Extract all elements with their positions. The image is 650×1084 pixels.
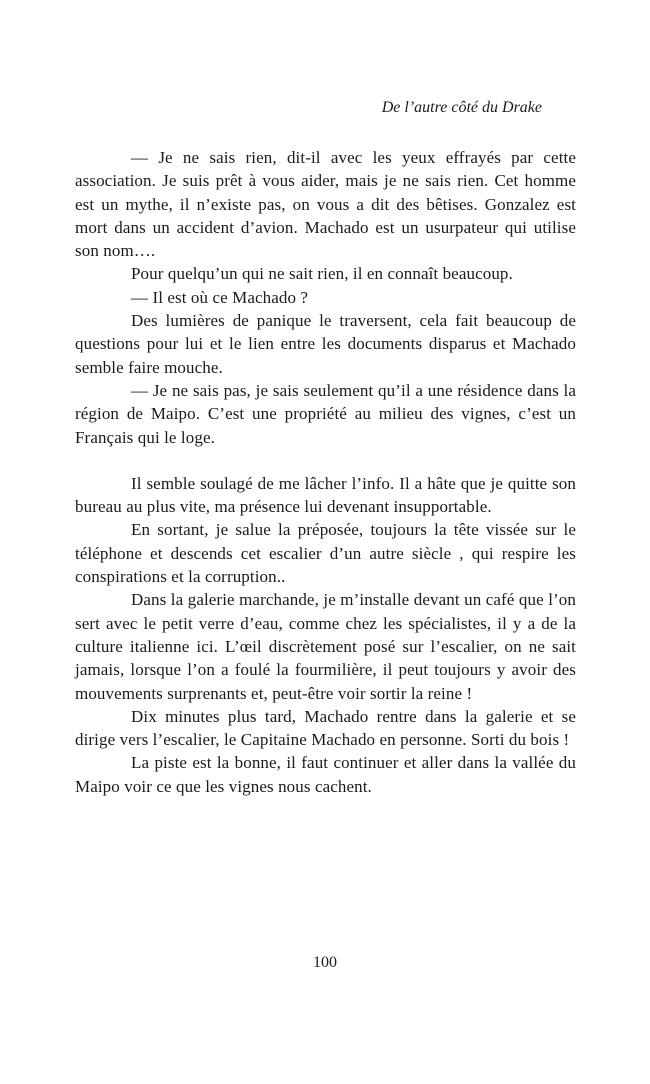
page-number: 100 xyxy=(313,954,337,971)
running-header: De l’autre côté du Drake xyxy=(381,99,542,116)
paragraph: — Je ne sais pas, je sais seulement qu’il a une résidence dans la région de Maipo. C’est une propriété au milieu des vignes, c’est un Français qui le loge. xyxy=(75,380,576,447)
paragraph: La piste est la bonne, il faut continuer et aller dans la vallée du Maipo voir ce que les vignes nous cachent. xyxy=(75,753,576,796)
paragraph: Dans la galerie marchande, je m’installe devant un café que l’on sert avec le petit verre d’eau, comme chez les spécialistes, il y a de la culture italienne ici. L’œil discrètement posé sur l’escalier, on ne sait jamais, lorsque l’on a foulé la fourmilière, il peut toujours y avoir des mouvements surprenants et, peut-être voir sortir la reine ! xyxy=(75,590,576,703)
paragraph: Des lumières de panique le traversent, cela fait beaucoup de questions pour lui et le lien entre les documents disparus et Machado semble faire mouche. xyxy=(75,311,576,377)
paragraph: Il semble soulagé de me lâcher l’info. Il a hâte que je quitte son bureau au plus vite, ma présence lui devenant insupportable. xyxy=(75,473,576,517)
paragraph: — Je ne sais rien, dit-il avec les yeux effrayés par cette association. Je suis prêt à vous aider, mais je ne sais rien. Cet homme est un mythe, il n’existe pas, on vous a dit des bêtises. Gonzalez est mort dans un accident d’avion. Machado est un usurpateur qui utilise son nom…. xyxy=(75,148,576,261)
paragraph: Pour quelqu’un qui ne sait rien, il en connaît beaucoup. xyxy=(131,264,513,284)
page-body xyxy=(75,146,576,798)
paragraph: Dix minutes plus tard, Machado rentre dans la galerie et se dirige vers l’escalier, le Capitaine Machado en personne. Sorti du bois ! xyxy=(75,706,576,750)
paragraph: — Il est où ce Machado ? xyxy=(131,287,309,307)
paragraph: En sortant, je salue la préposée, toujours la tête vissée sur le téléphone et descends cet escalier d’un autre siècle , qui respire les conspirations et la corruption.. xyxy=(75,520,576,587)
